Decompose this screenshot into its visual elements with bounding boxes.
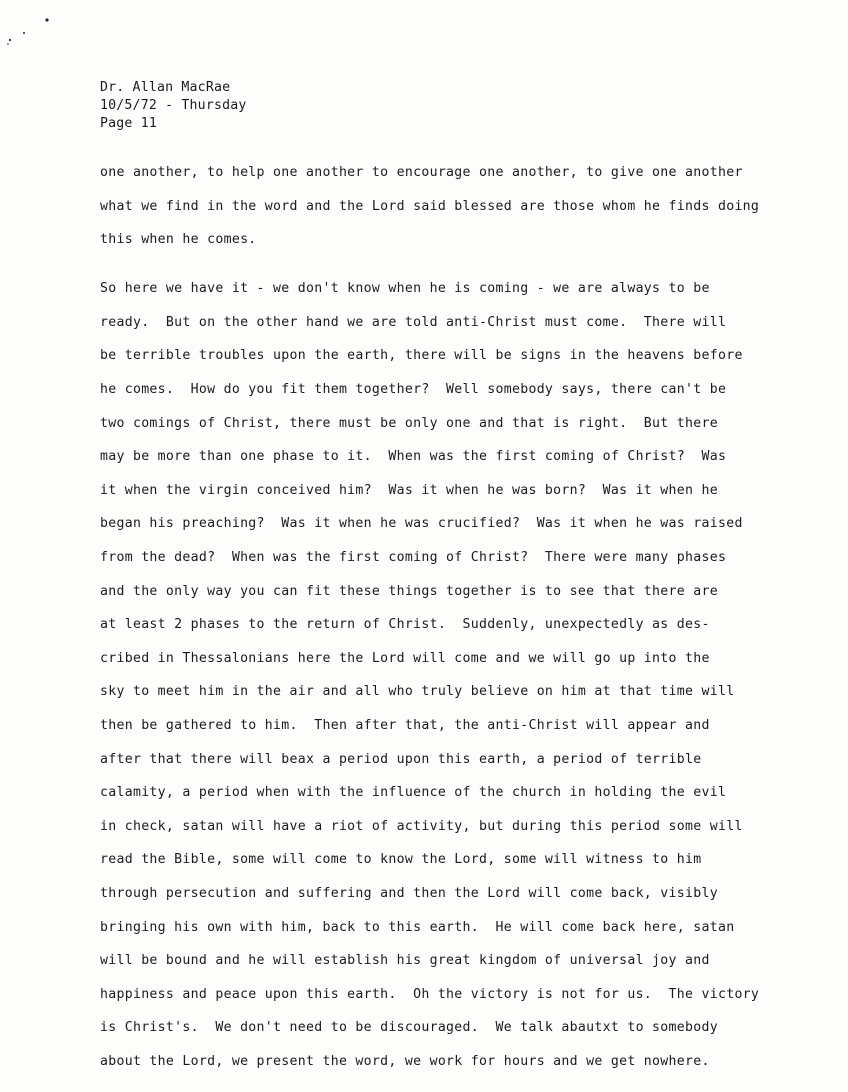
text-line: calamity, a period when with the influence of the church in holding the evil (100, 785, 727, 801)
paragraph-2 (100, 279, 800, 1085)
text-line: then be gathered to him. Then after that, the anti-Christ will appear and (100, 718, 710, 733)
text-line: bringing his own with him, back to this earth. He will come back here, satan (100, 919, 735, 935)
page-header (100, 79, 247, 133)
text-line: may be more than one phase to it. When was the first coming of Christ? Was (100, 449, 727, 465)
text-line: happiness and peace upon this earth. Oh the victory is not for us. The victory (100, 986, 760, 1002)
lecture-date: 10/5/72 - Thursday (100, 98, 247, 113)
page-number: Page 11 (100, 116, 157, 131)
text-line: through persecution and suffering and then the Lord will come back, visibly (100, 885, 718, 901)
text-line: he comes. How do you fit them together? Well somebody says, there can't be (100, 382, 727, 398)
text-line: two comings of Christ, there must be only one and that is right. But there (100, 415, 718, 431)
text-line: will be bound and he will establish his great kingdom of universal joy and (100, 953, 710, 969)
author-name: Dr. Allan MacRae (100, 80, 231, 95)
text-line: So here we have it - we don't know when he is coming - we are always to be (100, 281, 710, 297)
text-line: and the only way you can fit these things together is to see that there are (100, 583, 718, 599)
text-line: one another, to help one another to encourage one another, to give one another (100, 165, 743, 180)
text-line: sky to meet him in the air and all who truly believe on him at that time will (100, 684, 735, 700)
transcript-body (100, 163, 800, 1086)
paragraph-1 (100, 163, 800, 264)
text-line: it when the virgin conceived him? Was it when he was born? Was it when he (100, 482, 718, 498)
text-line: began his preaching? Was it when he was crucified? Was it when he was raised (100, 516, 743, 532)
text-line: after that there will beax a period upon this earth, a period of terrible (100, 751, 702, 767)
text-line: what we find in the word and the Lord said blessed are those whom he finds doing (100, 198, 760, 214)
text-line: ready. But on the other hand we are told anti-Christ must come. There will (100, 314, 727, 330)
text-line: be terrible troubles upon the earth, there will be signs in the heavens before (100, 348, 743, 364)
text-line: from the dead? When was the first coming of Christ? There were many phases (100, 550, 727, 566)
stray-ink-marks (0, 0, 60, 60)
text-line: at least 2 phases to the return of Christ. Suddenly, unexpectedly as des- (100, 617, 710, 633)
text-line: this when he comes. (100, 232, 257, 248)
text-line: is Christ's. We don't need to be discouraged. We talk abautxt to somebody (100, 1020, 718, 1036)
text-line: in check, satan will have a riot of activity, but during this period some will (100, 818, 743, 834)
text-line: about the Lord, we present the word, we work for hours and we get nowhere. (100, 1053, 710, 1069)
text-line: read the Bible, some will come to know the Lord, some will witness to him (100, 852, 702, 868)
text-line: cribed in Thessalonians here the Lord will come and we will go up into the (100, 650, 710, 666)
